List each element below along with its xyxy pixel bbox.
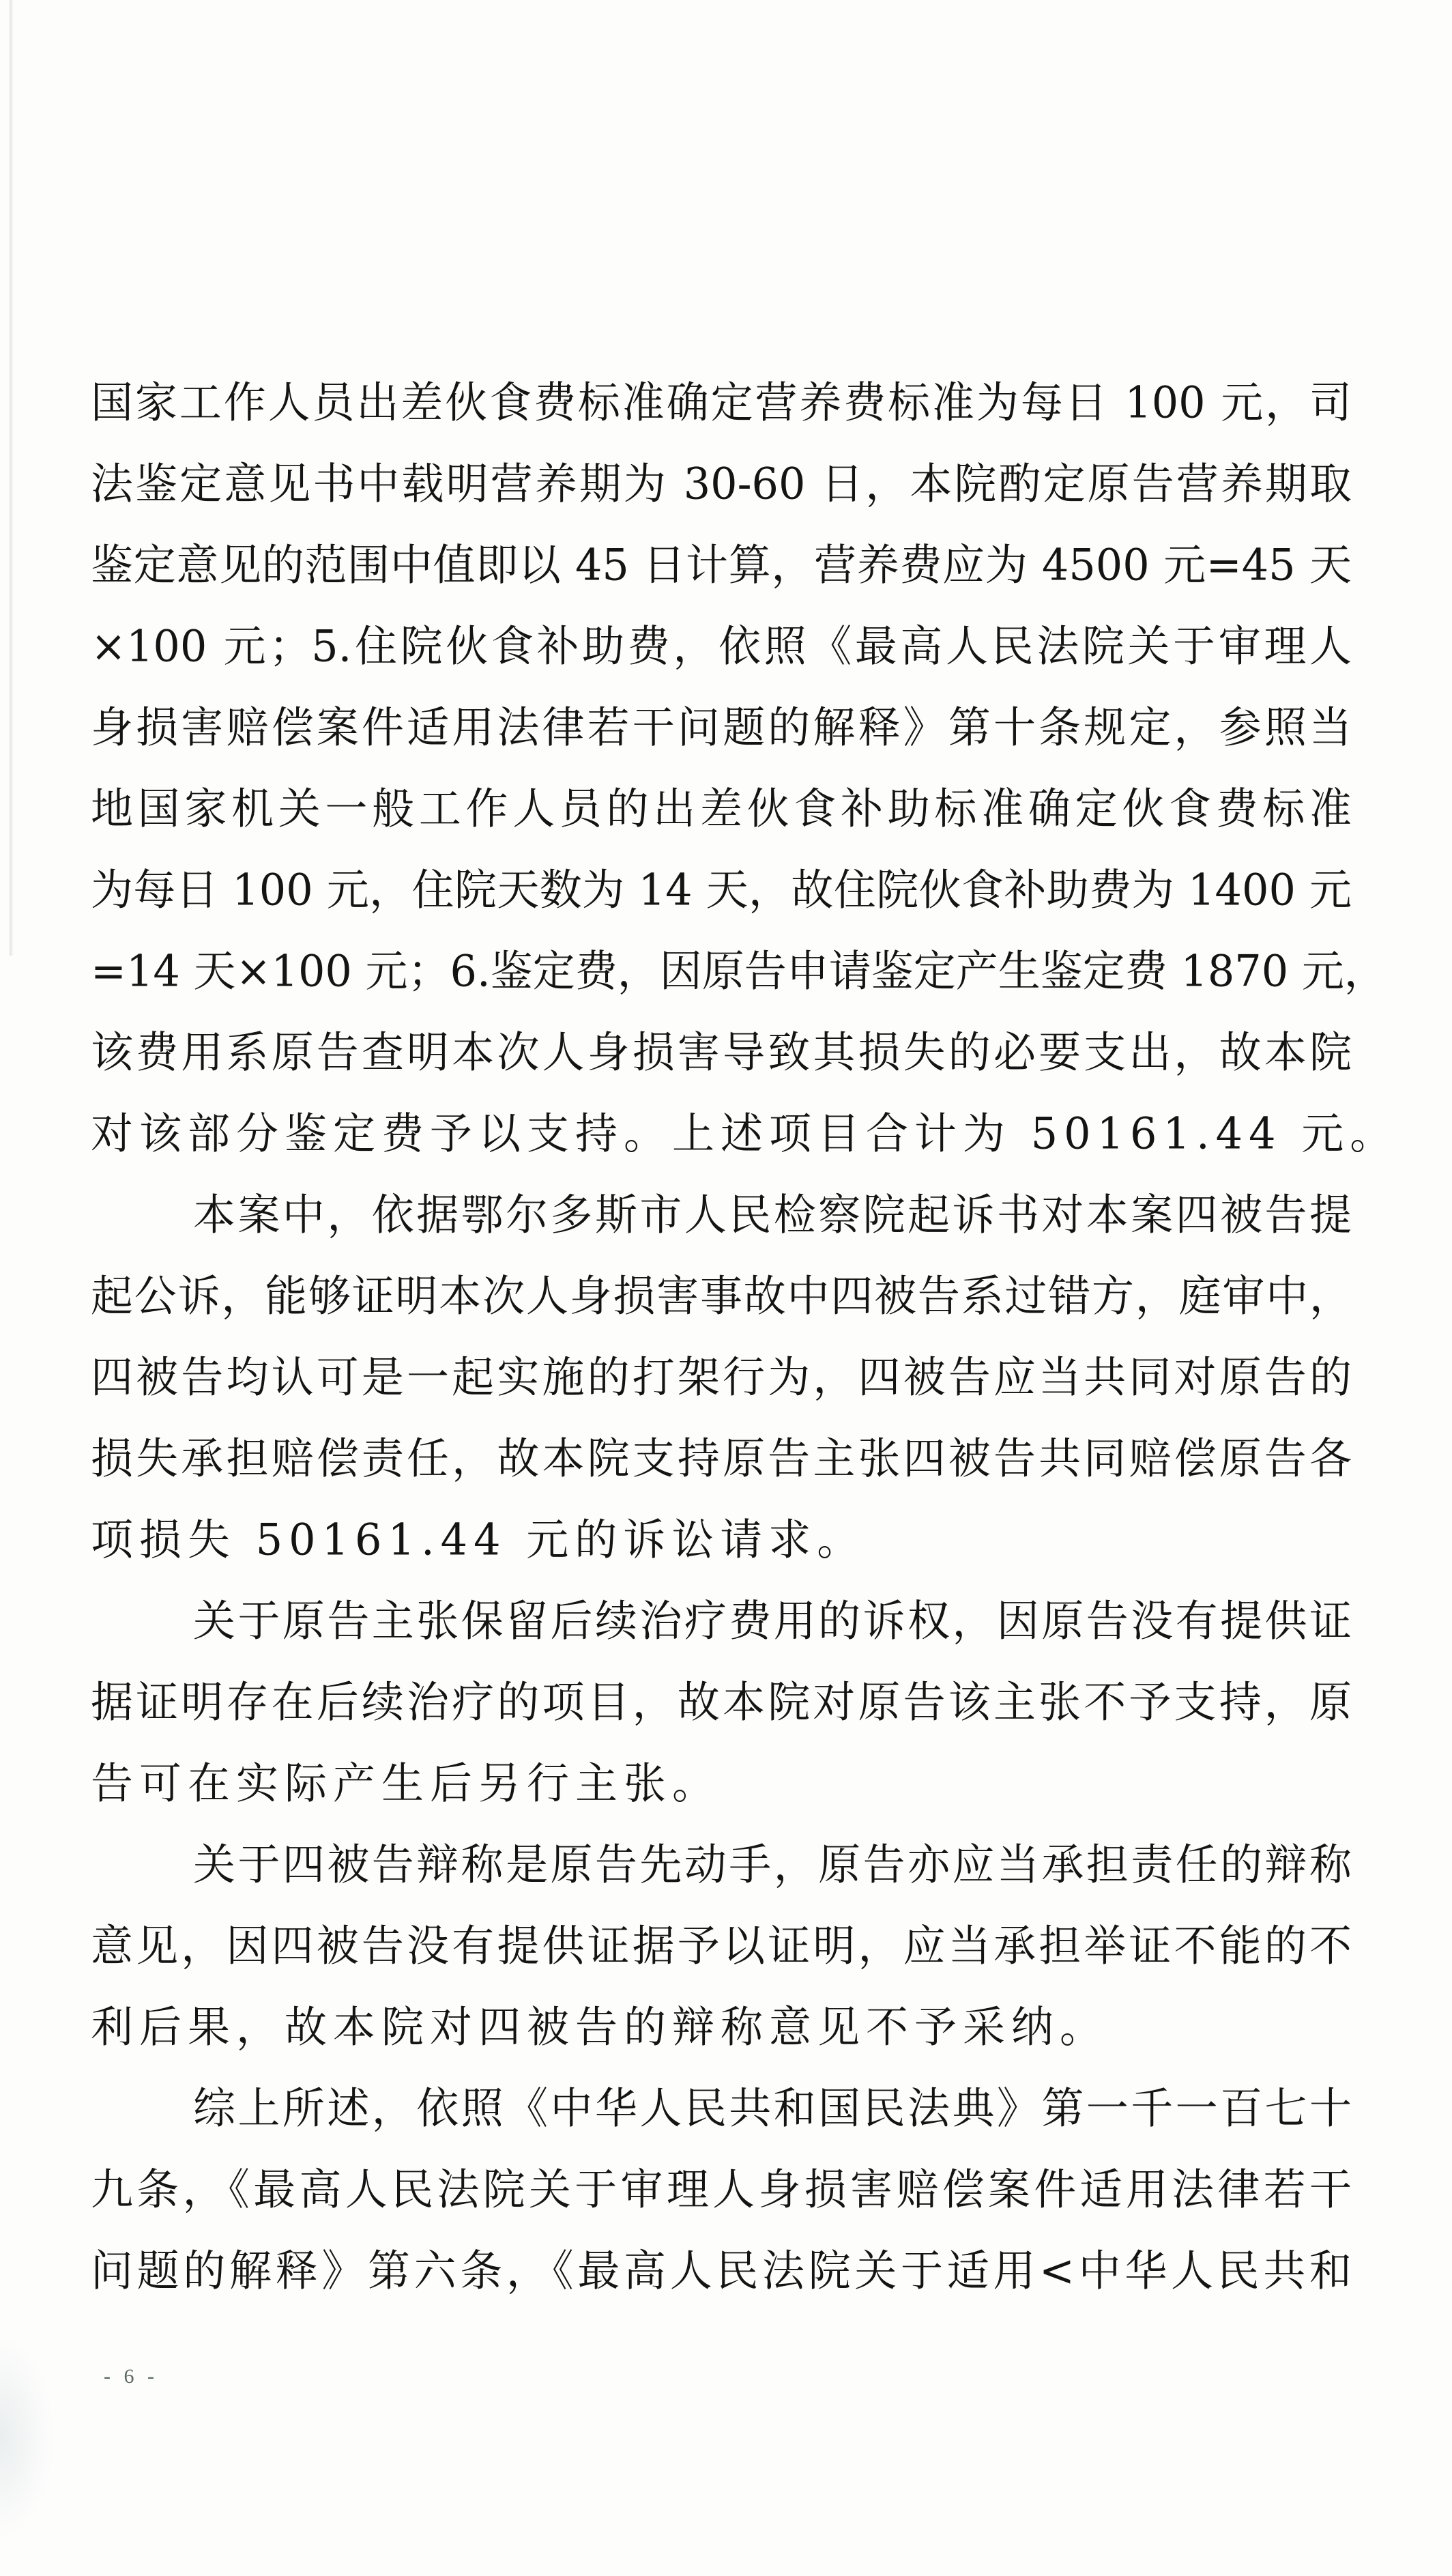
text-line: 问题的解释》第六条，《最高人民法院关于适用<中华人民共和 xyxy=(91,2245,1352,2296)
text-line: 损失承担赔偿责任，故本院支持原告主张四被告共同赔偿原告各 xyxy=(91,1433,1352,1484)
text-line: 意见，因四被告没有提供证据予以证明，应当承担举证不能的不 xyxy=(91,1920,1352,1971)
text-line: 为每日 100 元，住院天数为 14 天，故住院伙食补助费为 1400 元 xyxy=(91,864,1352,915)
text-line-paragraph-start: 综上所述，依照《中华人民共和国民法典》第一千一百七十 xyxy=(193,2083,1352,2134)
text-line: =14 天×100 元；6.鉴定费，因原告申请鉴定产生鉴定费 1870 元， xyxy=(91,945,1386,997)
text-line: 起公诉，能够证明本次人身损害事故中四被告系过错方，庭审中， xyxy=(91,1270,1352,1321)
text-line-paragraph-start: 本案中，依据鄂尔多斯市人民检察院起诉书对本案四被告提 xyxy=(193,1189,1352,1240)
text-line-paragraph-end: 项损失 50161.44 元的诉讼请求。 xyxy=(91,1514,866,1565)
text-line: 地国家机关一般工作人员的出差伙食补助标准确定伙食费标准 xyxy=(91,783,1352,834)
text-line: 鉴定意见的范围中值即以 45 日计算，营养费应为 4500 元=45 天 xyxy=(91,539,1352,590)
text-line-paragraph-start: 关于原告主张保留后续治疗费用的诉权，因原告没有提供证 xyxy=(193,1595,1352,1646)
text-line-paragraph-end: 告可在实际产生后另行主张。 xyxy=(91,1758,721,1809)
text-line: 法鉴定意见书中载明营养期为 30-60 日，本院酌定原告营养期取 xyxy=(91,458,1352,509)
text-line-paragraph-end: 利后果，故本院对四被告的辩称意见不予采纳。 xyxy=(91,2001,1109,2052)
text-line: 身损害赔偿案件适用法律若干问题的解释》第十条规定，参照当 xyxy=(91,702,1352,753)
text-line: 国家工作人员出差伙食费标准确定营养费标准为每日 100 元，司 xyxy=(91,377,1352,428)
text-line: 该费用系原告查明本次人身损害导致其损失的必要支出，故本院 xyxy=(91,1027,1352,1078)
text-line: ×100 元；5.住院伙食补助费，依照《最高人民法院关于审理人 xyxy=(91,620,1352,672)
text-line: 九条，《最高人民法院关于审理人身损害赔偿案件适用法律若干 xyxy=(91,2164,1352,2215)
page-number: - 6 - xyxy=(104,2365,158,2388)
text-line-paragraph-end: 对该部分鉴定费予以支持。上述项目合计为 50161.44 元。 xyxy=(91,1108,1399,1159)
text-line: 据证明存在后续治疗的项目，故本院对原告该主张不予支持，原 xyxy=(91,1676,1352,1728)
text-line-paragraph-start: 关于四被告辩称是原告先动手，原告亦应当承担责任的辩称 xyxy=(193,1839,1352,1890)
text-line: 四被告均认可是一起实施的打架行为，四被告应当共同对原告的 xyxy=(91,1351,1352,1403)
